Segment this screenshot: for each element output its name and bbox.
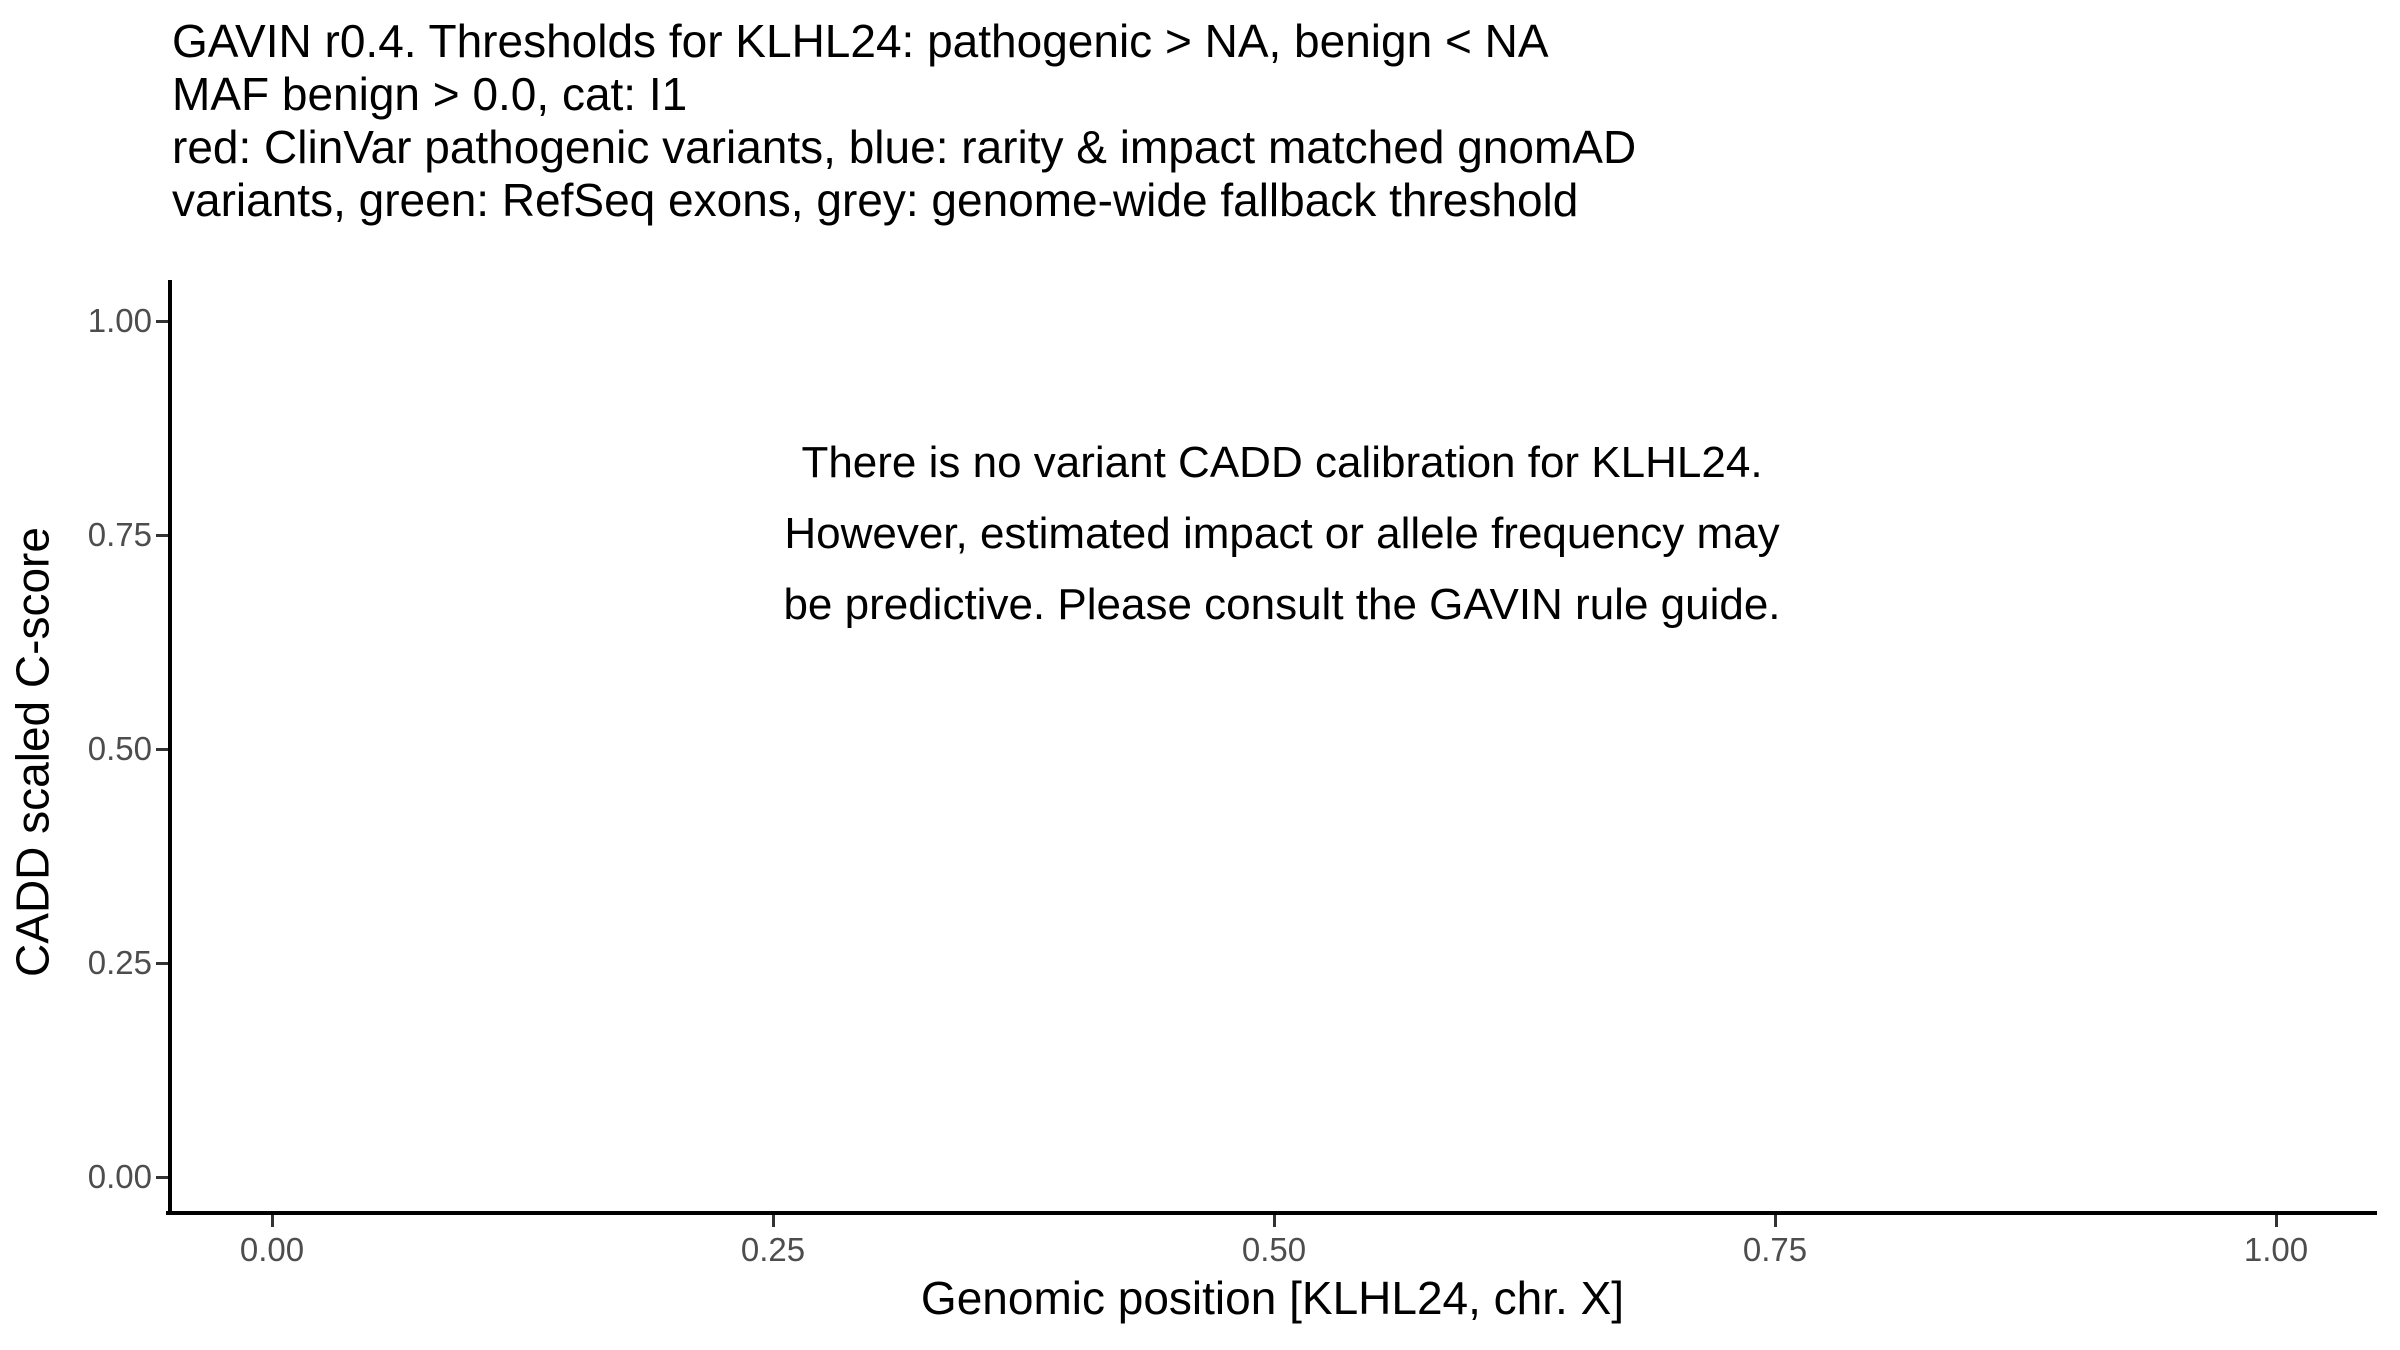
- plot-title-line-4: variants, green: RefSeq exons, grey: genome-wide fallback threshold: [172, 174, 1579, 226]
- y-tick-label: 0.50: [87, 730, 152, 767]
- x-tick-mark: [2275, 1215, 2278, 1227]
- plot-title-line-2: MAF benign > 0.0, cat: I1: [172, 68, 688, 120]
- x-tick-mark: [1774, 1215, 1777, 1227]
- plot-title-line-3: red: ClinVar pathogenic variants, blue: rarity & impact matched gnomAD: [172, 121, 1637, 173]
- x-tick-label: 0.50: [1241, 1231, 1307, 1268]
- y-tick-mark: [156, 534, 168, 537]
- y-tick-mark: [156, 962, 168, 965]
- y-tick-mark: [156, 1176, 168, 1179]
- x-axis-title: Genomic position [KLHL24, chr. X]: [920, 1272, 1625, 1324]
- y-tick-label: 0.75: [87, 516, 152, 553]
- x-tick-label: 0.75: [1742, 1231, 1808, 1268]
- x-tick-mark: [1273, 1215, 1276, 1227]
- y-tick-label: 1.00: [87, 302, 152, 339]
- annotation-line-3: be predictive. Please consult the GAVIN rule guide.: [783, 580, 1781, 629]
- x-tick-label: 0.00: [239, 1231, 305, 1268]
- y-axis-line: [168, 280, 172, 1215]
- annotation-line-1: There is no variant CADD calibration for KLHL24.: [801, 438, 1763, 487]
- x-tick-label: 1.00: [2243, 1231, 2309, 1268]
- x-tick-label: 0.25: [740, 1231, 806, 1268]
- no-calibration-annotation: [170, 427, 2394, 640]
- y-tick-mark: [156, 748, 168, 751]
- annotation-line-2: However, estimated impact or allele frequency may: [784, 509, 1780, 558]
- plot-title: [172, 15, 1636, 227]
- y-tick-mark: [156, 320, 168, 323]
- x-tick-mark: [271, 1215, 274, 1227]
- x-tick-mark: [772, 1215, 775, 1227]
- y-tick-label: 0.25: [87, 944, 152, 981]
- x-axis-line: [166, 1211, 2377, 1215]
- y-tick-label: 0.00: [87, 1158, 152, 1195]
- y-axis-title: CADD scaled C-score: [6, 527, 59, 977]
- plot-title-line-1: GAVIN r0.4. Thresholds for KLHL24: pathogenic > NA, benign < NA: [172, 15, 1549, 67]
